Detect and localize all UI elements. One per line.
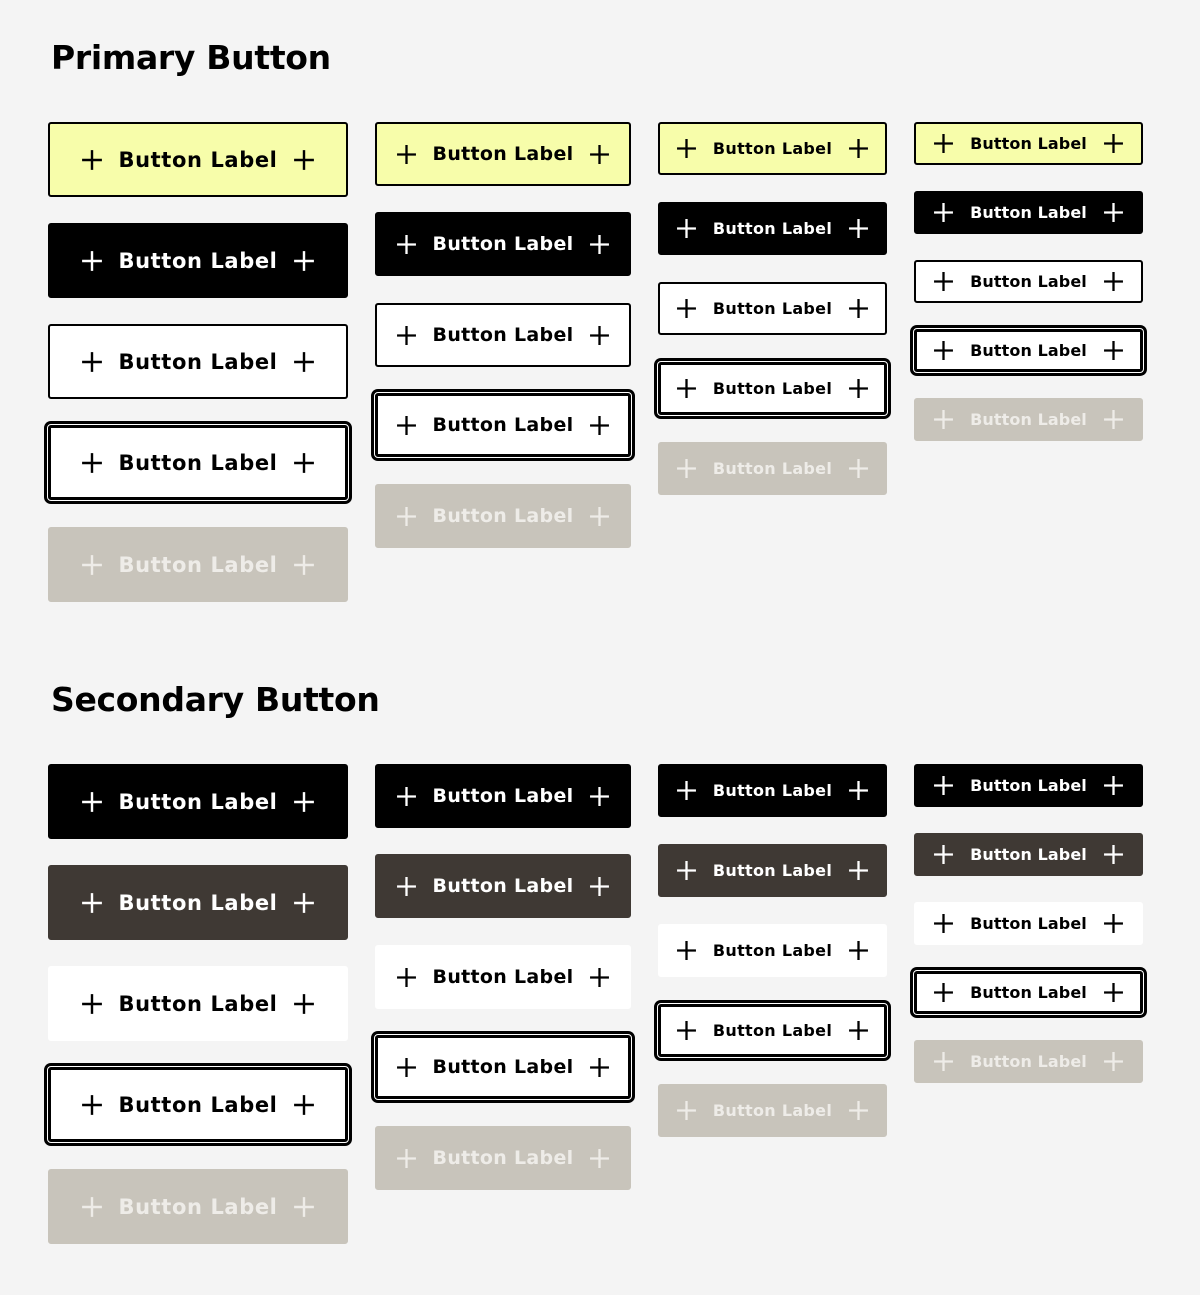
plus-icon [1103,133,1124,154]
secondary-button-disabled-xl [48,1169,348,1244]
plus-icon [293,1094,315,1116]
button-label: Button Label [712,459,833,478]
plus-icon [589,506,610,527]
button-label: Button Label [118,789,278,814]
primary-button-focus-xl[interactable] [48,425,348,500]
plus-icon [1103,409,1124,430]
plus-icon [81,993,103,1015]
secondary-button-white-sm[interactable] [914,902,1143,945]
plus-icon [81,351,103,373]
plus-icon [589,234,610,255]
plus-icon [396,506,417,527]
plus-icon [1103,202,1124,223]
plus-icon [848,780,869,801]
button-label: Button Label [432,414,574,436]
primary-button-yellow-lg[interactable] [375,122,631,186]
plus-icon [396,234,417,255]
secondary-button-disabled-sm [914,1040,1143,1083]
plus-icon [676,940,697,961]
plus-icon [293,250,315,272]
plus-icon [396,325,417,346]
button-label: Button Label [970,914,1087,933]
plus-icon [396,1148,417,1169]
plus-icon [848,298,869,319]
secondary-button-dark-xl[interactable] [48,865,348,940]
primary-section-title: Primary Button [51,38,331,77]
button-label: Button Label [970,410,1087,429]
plus-icon [1103,271,1124,292]
button-label: Button Label [432,1056,574,1078]
plus-icon [933,982,954,1003]
plus-icon [1103,340,1124,361]
button-label: Button Label [432,875,574,897]
plus-icon [848,458,869,479]
secondary-button-dark-sm[interactable] [914,833,1143,876]
button-label: Button Label [118,349,278,374]
button-label: Button Label [432,324,574,346]
plus-icon [848,940,869,961]
primary-button-yellow-xl[interactable] [48,122,348,197]
plus-icon [1103,775,1124,796]
secondary-button-black-sm[interactable] [914,764,1143,807]
plus-icon [589,144,610,165]
secondary-button-black-lg[interactable] [375,764,631,828]
plus-icon [293,351,315,373]
button-label: Button Label [432,233,574,255]
secondary-button-dark-md[interactable] [658,844,887,897]
plus-icon [81,452,103,474]
button-label: Button Label [970,272,1087,291]
plus-icon [676,1100,697,1121]
plus-icon [676,378,697,399]
plus-icon [676,298,697,319]
plus-icon [293,993,315,1015]
button-label: Button Label [118,1194,278,1219]
plus-icon [933,1051,954,1072]
plus-icon [589,967,610,988]
primary-button-disabled-sm [914,398,1143,441]
plus-icon [848,1020,869,1041]
plus-icon [933,340,954,361]
plus-icon [933,202,954,223]
secondary-section-title: Secondary Button [51,680,380,719]
primary-button-focus-sm[interactable] [914,329,1143,372]
plus-icon [81,1094,103,1116]
secondary-button-focus-md[interactable] [658,1004,887,1057]
plus-icon [293,452,315,474]
plus-icon [293,149,315,171]
plus-icon [396,876,417,897]
button-label: Button Label [118,890,278,915]
secondary-button-focus-lg[interactable] [375,1035,631,1099]
button-label: Button Label [432,785,574,807]
button-label: Button Label [712,379,833,398]
plus-icon [81,892,103,914]
primary-button-outline-xl[interactable] [48,324,348,399]
button-label: Button Label [970,983,1087,1002]
plus-icon [676,138,697,159]
secondary-button-disabled-lg [375,1126,631,1190]
plus-icon [933,271,954,292]
button-label: Button Label [970,203,1087,222]
plus-icon [848,138,869,159]
primary-button-focus-md[interactable] [658,362,887,415]
plus-icon [933,844,954,865]
primary-button-outline-sm[interactable] [914,260,1143,303]
primary-button-yellow-sm[interactable] [914,122,1143,165]
button-label: Button Label [712,139,833,158]
plus-icon [81,554,103,576]
button-label: Button Label [970,845,1087,864]
plus-icon [848,218,869,239]
secondary-button-focus-sm[interactable] [914,971,1143,1014]
plus-icon [396,967,417,988]
plus-icon [933,133,954,154]
plus-icon [293,892,315,914]
plus-icon [933,775,954,796]
button-label: Button Label [118,1092,278,1117]
button-label: Button Label [970,776,1087,795]
primary-button-outline-md[interactable] [658,282,887,335]
plus-icon [293,554,315,576]
plus-icon [81,791,103,813]
plus-icon [848,378,869,399]
secondary-button-white-md[interactable] [658,924,887,977]
primary-button-black-xl[interactable] [48,223,348,298]
button-label: Button Label [712,781,833,800]
primary-button-black-md[interactable] [658,202,887,255]
button-label: Button Label [118,991,278,1016]
plus-icon [1103,1051,1124,1072]
button-label: Button Label [118,147,278,172]
primary-button-black-sm[interactable] [914,191,1143,234]
plus-icon [1103,982,1124,1003]
plus-icon [676,860,697,881]
button-label: Button Label [970,1052,1087,1071]
plus-icon [589,325,610,346]
plus-icon [396,786,417,807]
plus-icon [81,149,103,171]
plus-icon [589,1148,610,1169]
plus-icon [396,144,417,165]
plus-icon [848,1100,869,1121]
primary-button-disabled-xl [48,527,348,602]
primary-button-black-lg[interactable] [375,212,631,276]
button-label: Button Label [712,1101,833,1120]
plus-icon [589,415,610,436]
plus-icon [848,860,869,881]
secondary-button-black-md[interactable] [658,764,887,817]
button-label: Button Label [970,341,1087,360]
button-label: Button Label [970,134,1087,153]
secondary-button-focus-xl[interactable] [48,1067,348,1142]
primary-button-focus-lg[interactable] [375,393,631,457]
plus-icon [676,1020,697,1041]
primary-button-yellow-md[interactable] [658,122,887,175]
plus-icon [676,218,697,239]
secondary-button-disabled-md [658,1084,887,1137]
primary-button-outline-lg[interactable] [375,303,631,367]
button-label: Button Label [118,248,278,273]
button-label: Button Label [118,552,278,577]
plus-icon [1103,844,1124,865]
plus-icon [396,1057,417,1078]
plus-icon [589,876,610,897]
button-label: Button Label [118,450,278,475]
secondary-button-white-lg[interactable] [375,945,631,1009]
button-label: Button Label [432,143,574,165]
secondary-button-white-xl[interactable] [48,966,348,1041]
primary-button-disabled-lg [375,484,631,548]
plus-icon [1103,913,1124,934]
plus-icon [589,1057,610,1078]
button-label: Button Label [432,1147,574,1169]
plus-icon [293,791,315,813]
button-label: Button Label [712,1021,833,1040]
plus-icon [933,409,954,430]
button-label: Button Label [712,861,833,880]
plus-icon [81,250,103,272]
plus-icon [676,780,697,801]
plus-icon [589,786,610,807]
plus-icon [81,1196,103,1218]
button-label: Button Label [712,941,833,960]
primary-button-disabled-md [658,442,887,495]
button-label: Button Label [432,966,574,988]
button-label: Button Label [712,219,833,238]
plus-icon [676,458,697,479]
secondary-button-dark-lg[interactable] [375,854,631,918]
button-label: Button Label [712,299,833,318]
secondary-button-black-xl[interactable] [48,764,348,839]
plus-icon [933,913,954,934]
button-label: Button Label [432,505,574,527]
plus-icon [293,1196,315,1218]
plus-icon [396,415,417,436]
